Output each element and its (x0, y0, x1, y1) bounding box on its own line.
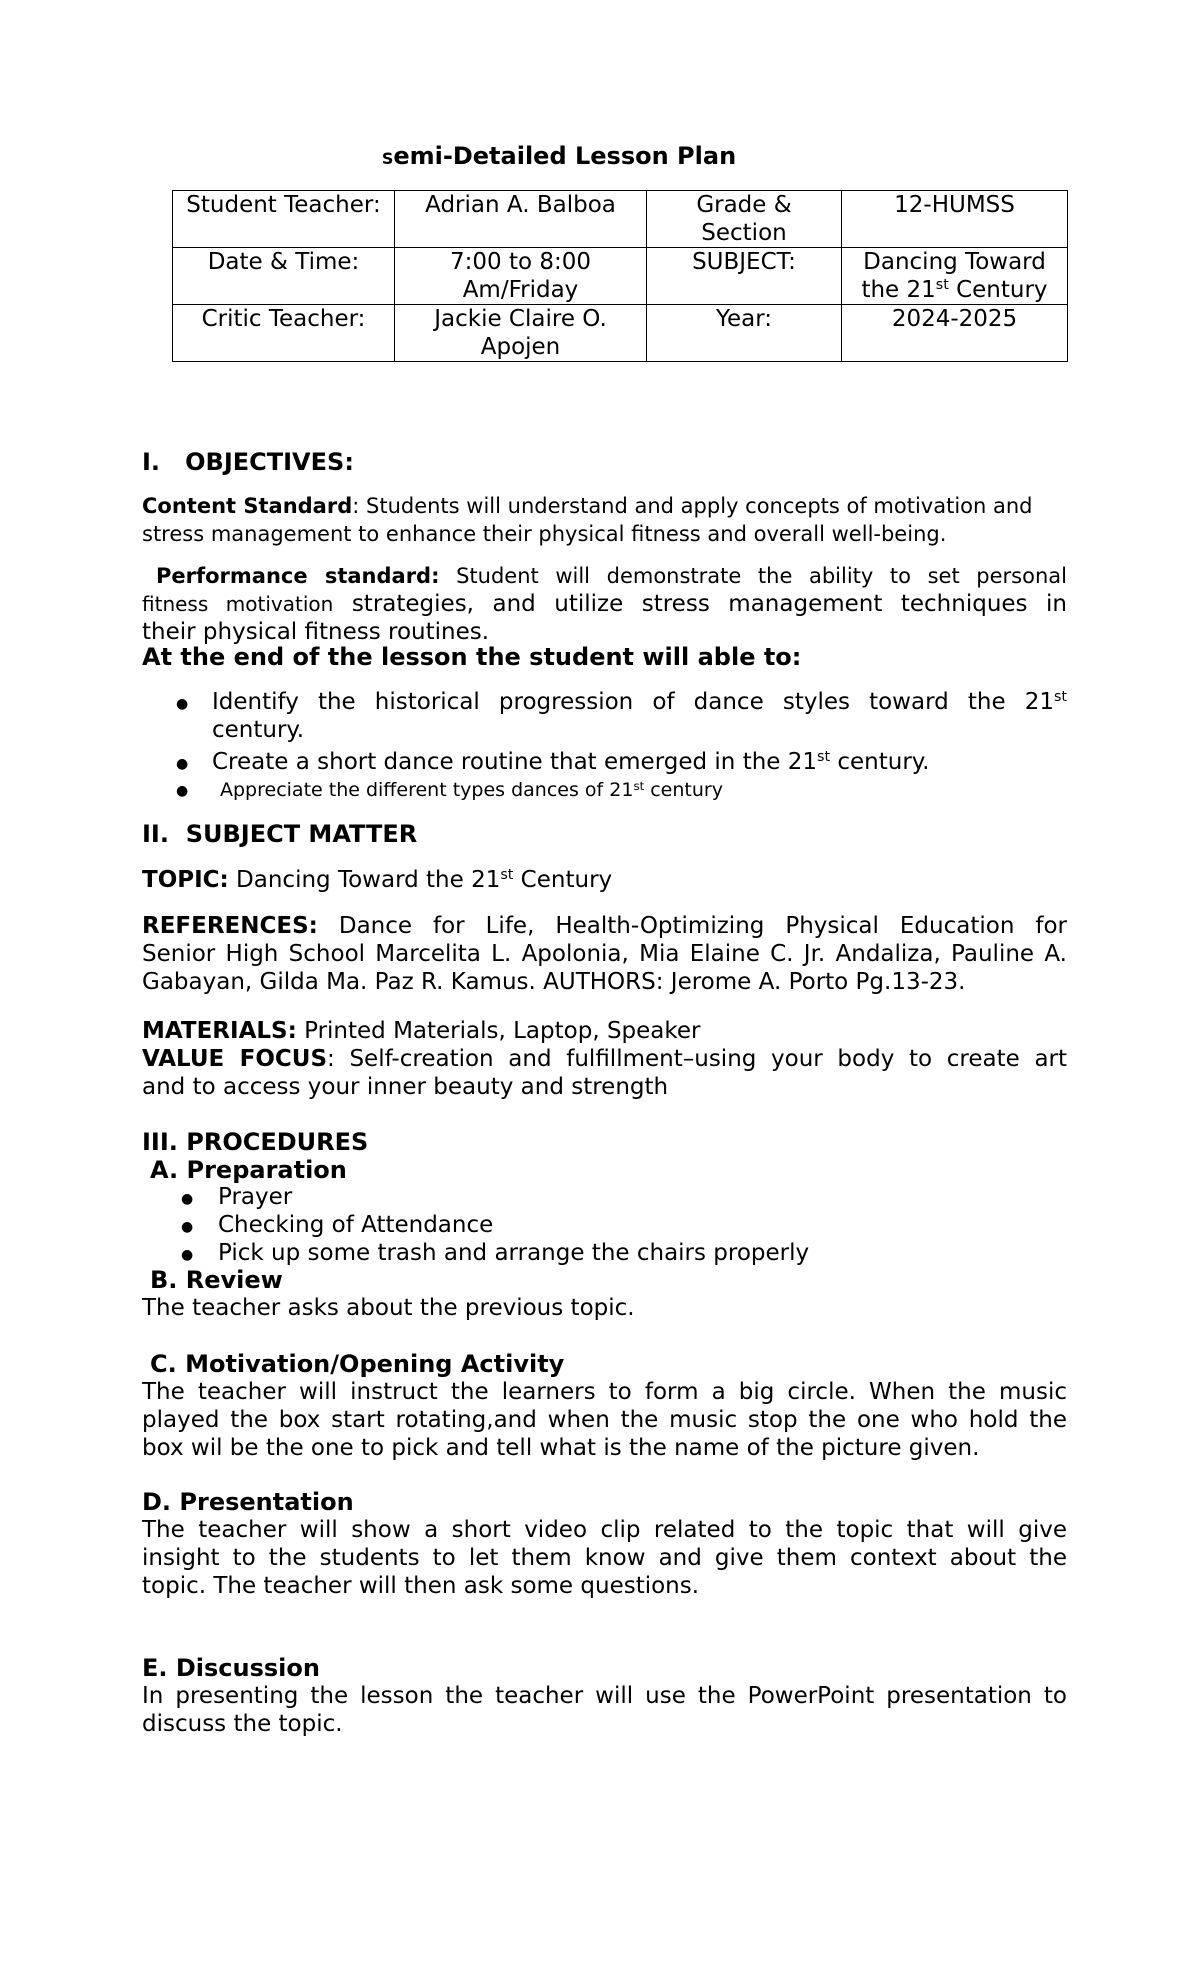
list-item: Checking of Attendance (218, 1212, 494, 1238)
content-standard: Content Standard: Students will understand and apply concepts of motivation and stress management to enhance their physical fitness and overall well-being. (142, 494, 1033, 546)
discussion-heading: E. Discussion (142, 1654, 320, 1682)
materials: MATERIALS: Printed Materials, Laptop, Speaker (142, 1018, 701, 1044)
value-focus: VALUE FOCUS: Self-creation and fulfillment–using your body to create art and to access your inner beauty and strength (142, 1046, 1068, 1100)
discussion-text: In presenting the lesson the teacher will use the PowerPoint presentation to discuss the topic. (142, 1683, 1067, 1737)
title-initial: S (381, 149, 394, 168)
procedures-heading: III. PROCEDURES (142, 1128, 369, 1156)
bullet-icon: ● (176, 756, 189, 772)
bullet-icon: ● (176, 783, 189, 799)
student-teacher-label: Student Teacher: (173, 191, 395, 248)
objective-item: Identify the historical progression of dance styles toward the 21st century. (212, 689, 1067, 743)
presentation-text: The teacher will show a short video clip related to the topic that will give insight to the students to let them know and give them context about the topic. The teacher will then ask some questions. (142, 1517, 1067, 1599)
grade-section-label: Grade & Section (647, 191, 842, 248)
objectives-heading: I. OBJECTIVES: (142, 448, 354, 476)
subject-value: Dancing Toward the 21st Century (842, 248, 1068, 305)
subject-matter-heading: II. SUBJECT MATTER (142, 820, 418, 848)
student-teacher-value: Adrian A. Balboa (395, 191, 647, 248)
grade-section-value: 12-HUMSS (842, 191, 1068, 248)
preparation-heading: A. Preparation (150, 1156, 347, 1184)
list-item: Pick up some trash and arrange the chairs properly (218, 1240, 810, 1266)
year-value: 2024-2025 (842, 305, 1068, 362)
motivation-heading: C. Motivation/Opening Activity (150, 1350, 565, 1378)
critic-teacher-value: Jackie Claire O. Apojen (395, 305, 647, 362)
review-heading: B. Review (150, 1266, 283, 1294)
presentation-heading: D. Presentation (142, 1488, 354, 1516)
table-row (173, 248, 1068, 305)
bullet-icon: ● (181, 1191, 194, 1207)
topic: TOPIC: Dancing Toward the 21st Century (142, 867, 613, 893)
end-of-lesson-text: At the end of the lesson the student will able to: (142, 643, 802, 671)
bullet-icon: ● (181, 1247, 194, 1263)
bullet-icon: ● (181, 1219, 194, 1235)
datetime-label: Date & Time: (173, 248, 395, 305)
datetime-value: 7:00 to 8:00 Am/Friday (395, 248, 647, 305)
objective-item: Create a short dance routine that emerged in the 21st century. (212, 749, 930, 775)
objective-item: Appreciate the different types dances of 21st century (220, 778, 723, 801)
title-text: emi-Detailed Lesson Plan (393, 142, 737, 170)
subject-label: SUBJECT: (647, 248, 842, 305)
list-item: Prayer (218, 1184, 293, 1210)
page-title (0, 142, 1118, 170)
bullet-icon: ● (176, 696, 189, 712)
review-text: The teacher asks about the previous topic. (142, 1295, 635, 1321)
info-table (172, 190, 1068, 362)
table-row (173, 305, 1068, 362)
motivation-text: The teacher will instruct the learners to form a big circle. When the music played the box start rotating,and when the music stop the one who hold the box wil be the one to pick and tell what is the name of the picture given. (142, 1379, 1067, 1461)
critic-teacher-label: Critic Teacher: (173, 305, 395, 362)
table-row (173, 191, 1068, 248)
performance-standard: Performance standard: Student will demonstrate the ability to set personal fitness motivation strategies, and utilize stress management techniques in their physical fitness routines. (142, 564, 1067, 645)
year-label: Year: (647, 305, 842, 362)
references: REFERENCES: Dance for Life, Health-Optimizing Physical Education for Senior High School Marcelita L. Apolonia, Mia Elaine C. Jr. Andaliza, Pauline A. Gabayan, Gilda Ma. Paz R. Kamus. AUTHORS: Jerome A. Porto Pg.13-23. (142, 913, 1067, 995)
